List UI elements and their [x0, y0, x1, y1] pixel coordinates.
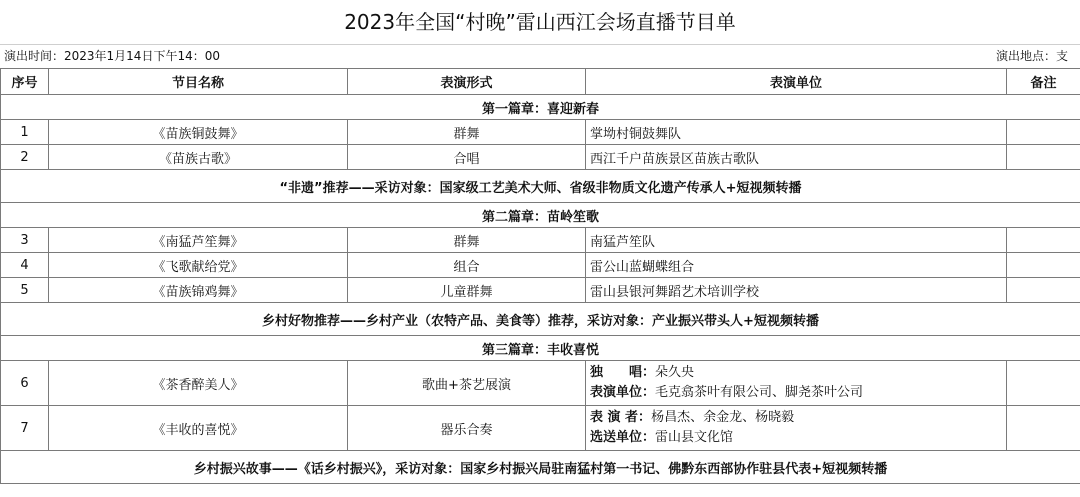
performance-place: [996, 44, 1080, 68]
header-name: 节目名称: [49, 69, 348, 95]
row-form: 儿童群舞: [348, 278, 586, 303]
note-text: 乡村振兴故事——《话乡村振兴》，采访对象：国家乡村振兴局驻南猛村第一书记、佛黔东西部协作驻县代表+短视频转播: [1, 451, 1080, 484]
unit-line-key: 独 唱：: [590, 365, 656, 380]
section-title: 第三篇章：丰收喜悦: [1, 336, 1080, 361]
row-no: 7: [1, 406, 49, 451]
header-unit: 表演单位: [586, 69, 1007, 95]
unit-line-key: 表 演 者：: [590, 410, 652, 425]
unit-line: [590, 363, 1002, 383]
table-row: [1, 145, 1080, 170]
header-no: 序号: [1, 69, 49, 95]
unit-line-value: 杨昌杰、余金龙、杨晓毅: [651, 410, 795, 425]
row-name: 《丰收的喜悦》: [49, 406, 348, 451]
section-row: [1, 336, 1080, 361]
program-table: [0, 68, 1080, 484]
row-remark: [1007, 361, 1080, 406]
unit-line: [590, 428, 1002, 448]
performance-time: 演出时间：2023年1月14日下午14：00: [4, 49, 220, 63]
unit-line: [590, 383, 1002, 403]
table-row: [1, 406, 1080, 451]
row-unit: 雷公山蓝蝴蝶组合: [586, 253, 1007, 278]
table-header-row: [1, 69, 1080, 95]
place-label: 演出地点：: [996, 49, 1057, 63]
unit-line-key: 表演单位：: [590, 385, 656, 400]
row-no: 4: [1, 253, 49, 278]
note-row: [1, 303, 1080, 336]
row-unit: [586, 406, 1007, 451]
row-unit: [586, 361, 1007, 406]
row-unit: 西江千户苗族景区苗族古歌队: [586, 145, 1007, 170]
row-form: 合唱: [348, 145, 586, 170]
row-no: 6: [1, 361, 49, 406]
unit-line: [590, 408, 1002, 428]
row-form: 组合: [348, 253, 586, 278]
row-name: 《苗族锦鸡舞》: [49, 278, 348, 303]
section-title: 第一篇章：喜迎新春: [1, 95, 1080, 120]
row-form: 群舞: [348, 228, 586, 253]
table-row: [1, 120, 1080, 145]
row-unit: 雷山县银河舞蹈艺术培训学校: [586, 278, 1007, 303]
note-row: [1, 170, 1080, 203]
row-unit: 南猛芦笙队: [586, 228, 1007, 253]
row-name: 《飞歌献给党》: [49, 253, 348, 278]
section-row: [1, 203, 1080, 228]
unit-line-key: 选送单位：: [590, 430, 656, 445]
section-row: [1, 95, 1080, 120]
place-value: 支: [1056, 49, 1069, 63]
header-remark: 备注: [1007, 69, 1080, 95]
row-form: 器乐合奏: [348, 406, 586, 451]
row-form: 群舞: [348, 120, 586, 145]
table-row: [1, 278, 1080, 303]
row-no: 5: [1, 278, 49, 303]
unit-line-value: 朵久央: [655, 365, 695, 380]
row-unit: 掌坳村铜鼓舞队: [586, 120, 1007, 145]
row-no: 3: [1, 228, 49, 253]
note-text: 乡村好物推荐——乡村产业（农特产品、美食等）推荐，采访对象：产业振兴带头人+短视频转播: [1, 303, 1080, 336]
note-text: “非遗”推荐——采访对象：国家级工艺美术大师、省级非物质文化遗产传承人+短视频转播: [1, 170, 1080, 203]
row-remark: [1007, 120, 1080, 145]
row-remark: [1007, 253, 1080, 278]
row-name: 《茶香醉美人》: [49, 361, 348, 406]
row-remark: [1007, 278, 1080, 303]
row-no: 2: [1, 145, 49, 170]
note-row: [1, 451, 1080, 484]
unit-line-value: 雷山县文化馆: [655, 430, 734, 445]
unit-line-value: 毛克翕茶叶有限公司、脚尧茶叶公司: [655, 385, 864, 400]
row-name: 《苗族铜鼓舞》: [49, 120, 348, 145]
table-row: [1, 361, 1080, 406]
row-no: 1: [1, 120, 49, 145]
info-row: [0, 44, 1080, 68]
row-form: 歌曲+茶艺展演: [348, 361, 586, 406]
table-row: [1, 253, 1080, 278]
row-name: 《南猛芦笙舞》: [49, 228, 348, 253]
section-title: 第二篇章：苗岭笙歌: [1, 203, 1080, 228]
row-remark: [1007, 228, 1080, 253]
table-row: [1, 228, 1080, 253]
header-form: 表演形式: [348, 69, 586, 95]
row-remark: [1007, 406, 1080, 451]
row-remark: [1007, 145, 1080, 170]
sheet-title: 2023年全国“村晚”雷山西江会场直播节目单: [0, 0, 1080, 45]
row-name: 《苗族古歌》: [49, 145, 348, 170]
